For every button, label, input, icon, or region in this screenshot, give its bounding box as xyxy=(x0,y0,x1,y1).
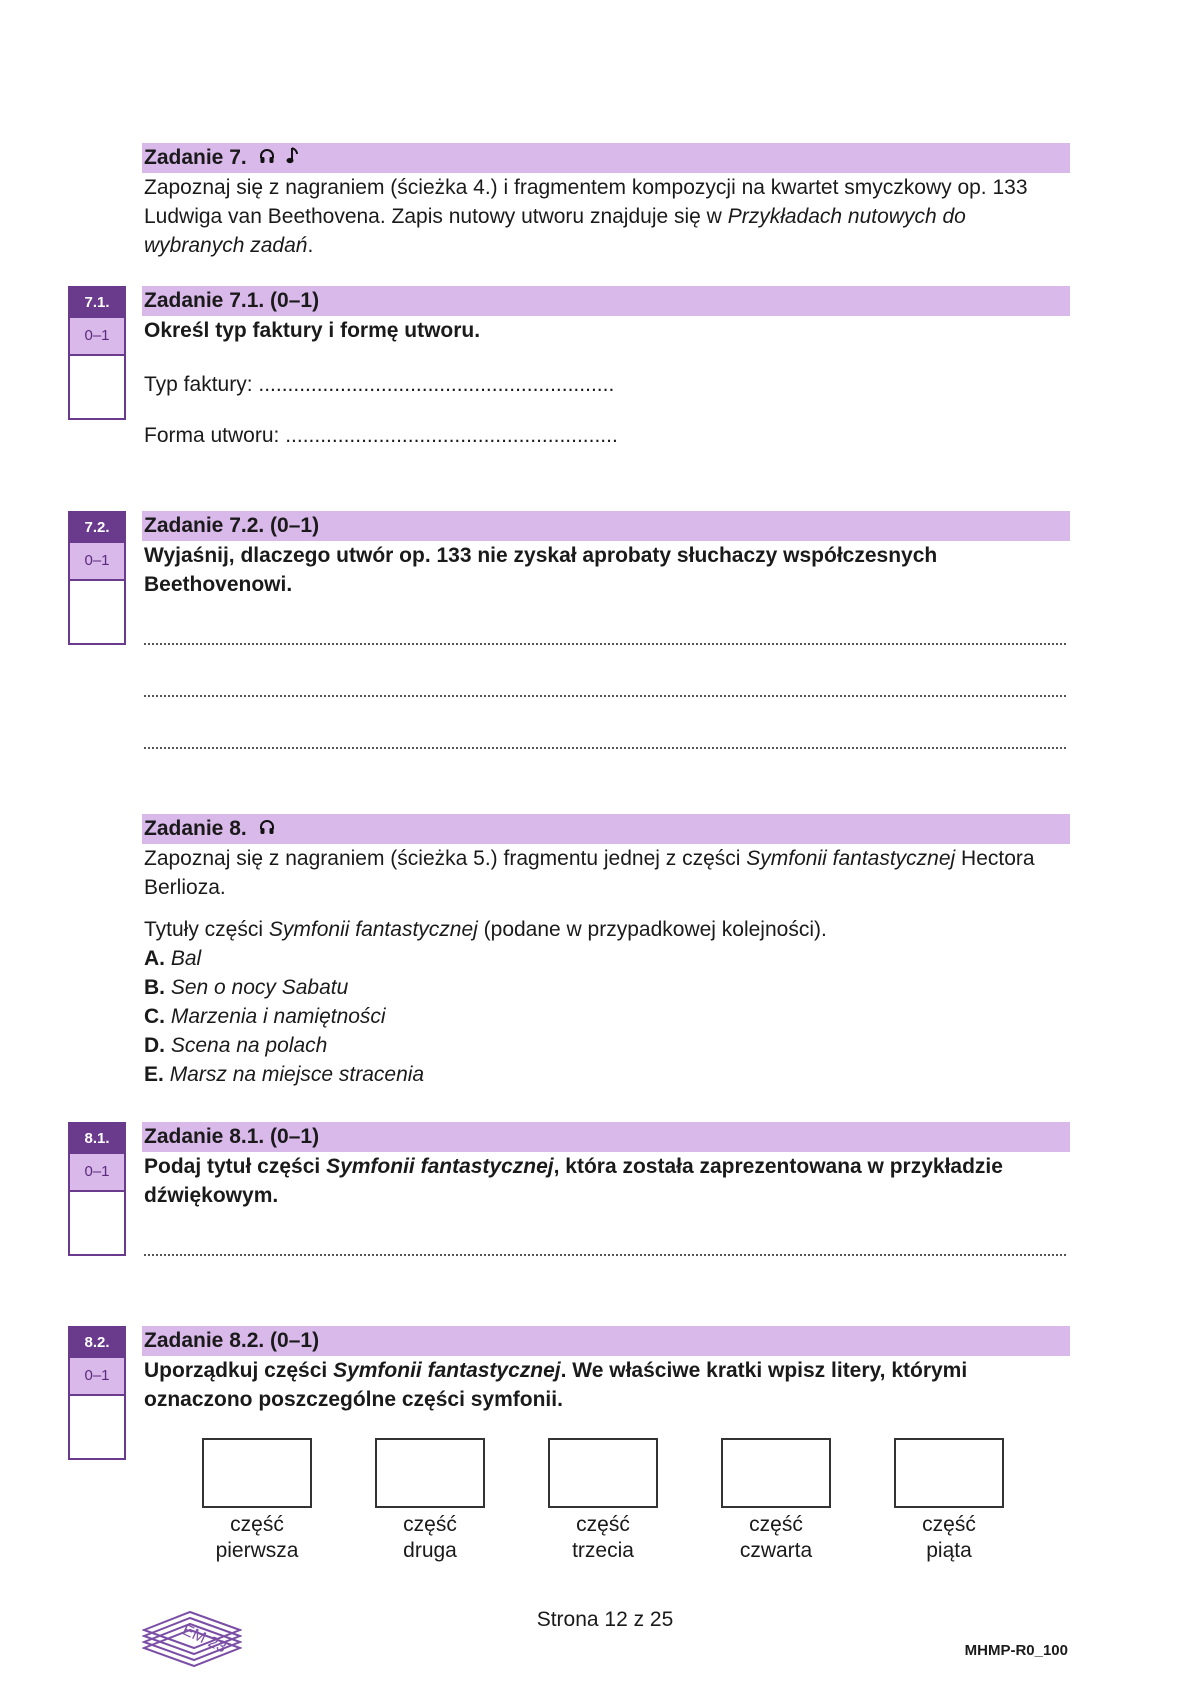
answer-line[interactable] xyxy=(144,643,1066,645)
task7-intro: Zapoznaj się z nagraniem (ścieżka 4.) i fragmentem kompozycji na kwartet smyczkowy op. 133 Ludwiga van Beethovena. Zapis nutowy utworu znajduje się w Przykładach nutowych do wybranych zadań. xyxy=(144,176,1028,257)
task82-title: Zadanie 8.2. (0–1) xyxy=(144,1329,320,1352)
answer-label-2: część druga xyxy=(403,1513,457,1562)
task71-header xyxy=(142,286,1070,316)
points-range: 0–1 xyxy=(70,1154,124,1192)
answer-line-texture[interactable]: Typ faktury: ............................................................. xyxy=(144,373,615,396)
task8-titles-intro: Tytuły części Symfonii fantastycznej (podane w przypadkowej kolejności). xyxy=(144,918,827,941)
option-item: A. Bal xyxy=(144,947,202,970)
answer-label-3: część trzecia xyxy=(572,1513,634,1562)
headphones-icon xyxy=(259,814,275,844)
points-range: 0–1 xyxy=(70,1358,124,1396)
option-item: E. Marsz na miejsce stracenia xyxy=(144,1063,425,1086)
task8-header xyxy=(142,814,1070,844)
task72-instruction: Wyjaśnij, dlaczego utwór op. 133 nie zyskał aprobaty słuchaczy współczesnych Beethovenowi. xyxy=(144,544,938,596)
task-number: 8.2. xyxy=(70,1328,124,1358)
answer-label-1: część pierwsza xyxy=(215,1513,299,1562)
answer-box-1[interactable] xyxy=(202,1438,312,1508)
option-item: D. Scena na polach xyxy=(144,1034,328,1057)
answer-box-2[interactable] xyxy=(375,1438,485,1508)
answer-box-5[interactable] xyxy=(894,1438,1004,1508)
cke-logo-icon xyxy=(142,1604,242,1674)
score-box-8-2 xyxy=(68,1326,126,1460)
answer-label-5: część piąta xyxy=(922,1513,976,1562)
task82-header xyxy=(142,1326,1070,1356)
option-item: C. Marzenia i namiętności xyxy=(144,1005,386,1028)
answer-line-form[interactable]: Forma utworu: ......................................................... xyxy=(144,424,618,447)
answer-label-4: część czwarta xyxy=(739,1513,813,1562)
music-note-icon xyxy=(286,143,300,173)
answer-line[interactable] xyxy=(144,1254,1066,1256)
task82-instruction: Uporządkuj części Symfonii fantastycznej. We właściwe kratki wpisz litery, którymi oznaczono poszczególne części symfonii. xyxy=(144,1359,968,1411)
option-item: B. Sen o nocy Sabatu xyxy=(144,976,349,999)
task7-header xyxy=(142,143,1070,173)
task81-header xyxy=(142,1122,1070,1152)
task72-header xyxy=(142,511,1070,541)
task71-instruction: Określ typ faktury i formę utworu. xyxy=(144,319,481,342)
task72-title: Zadanie 7.2. (0–1) xyxy=(144,514,320,537)
exam-code: MHMP-R0_100 xyxy=(964,1642,1068,1659)
task-number: 8.1. xyxy=(70,1124,124,1154)
page-number: Strona 12 z 25 xyxy=(536,1608,674,1631)
headphones-icon xyxy=(259,143,275,173)
answer-line[interactable] xyxy=(144,747,1066,749)
answer-line[interactable] xyxy=(144,695,1066,697)
score-box-8-1 xyxy=(68,1122,126,1256)
task71-title: Zadanie 7.1. (0–1) xyxy=(144,289,320,312)
option-list xyxy=(144,944,1074,1089)
task-number: 7.2. xyxy=(70,513,124,543)
answer-box-4[interactable] xyxy=(721,1438,831,1508)
answer-box-3[interactable] xyxy=(548,1438,658,1508)
points-range: 0–1 xyxy=(70,543,124,581)
task8-intro: Zapoznaj się z nagraniem (ścieżka 5.) fragmentu jednej z części Symfonii fantastycznej Hectora Berlioza. xyxy=(144,847,1035,899)
task81-title: Zadanie 8.1. (0–1) xyxy=(144,1125,320,1148)
task7-title: Zadanie 7. xyxy=(144,146,247,169)
score-box-7-1 xyxy=(68,286,126,420)
task-number: 7.1. xyxy=(70,288,124,318)
task8-title: Zadanie 8. xyxy=(144,817,247,840)
points-range: 0–1 xyxy=(70,318,124,356)
svg-text:EM 23: EM 23 xyxy=(179,1621,229,1657)
task81-instruction: Podaj tytuł części Symfonii fantastycznej, która została zaprezentowana w przykładzie dźwiękowym. xyxy=(144,1155,1003,1207)
score-box-7-2 xyxy=(68,511,126,645)
